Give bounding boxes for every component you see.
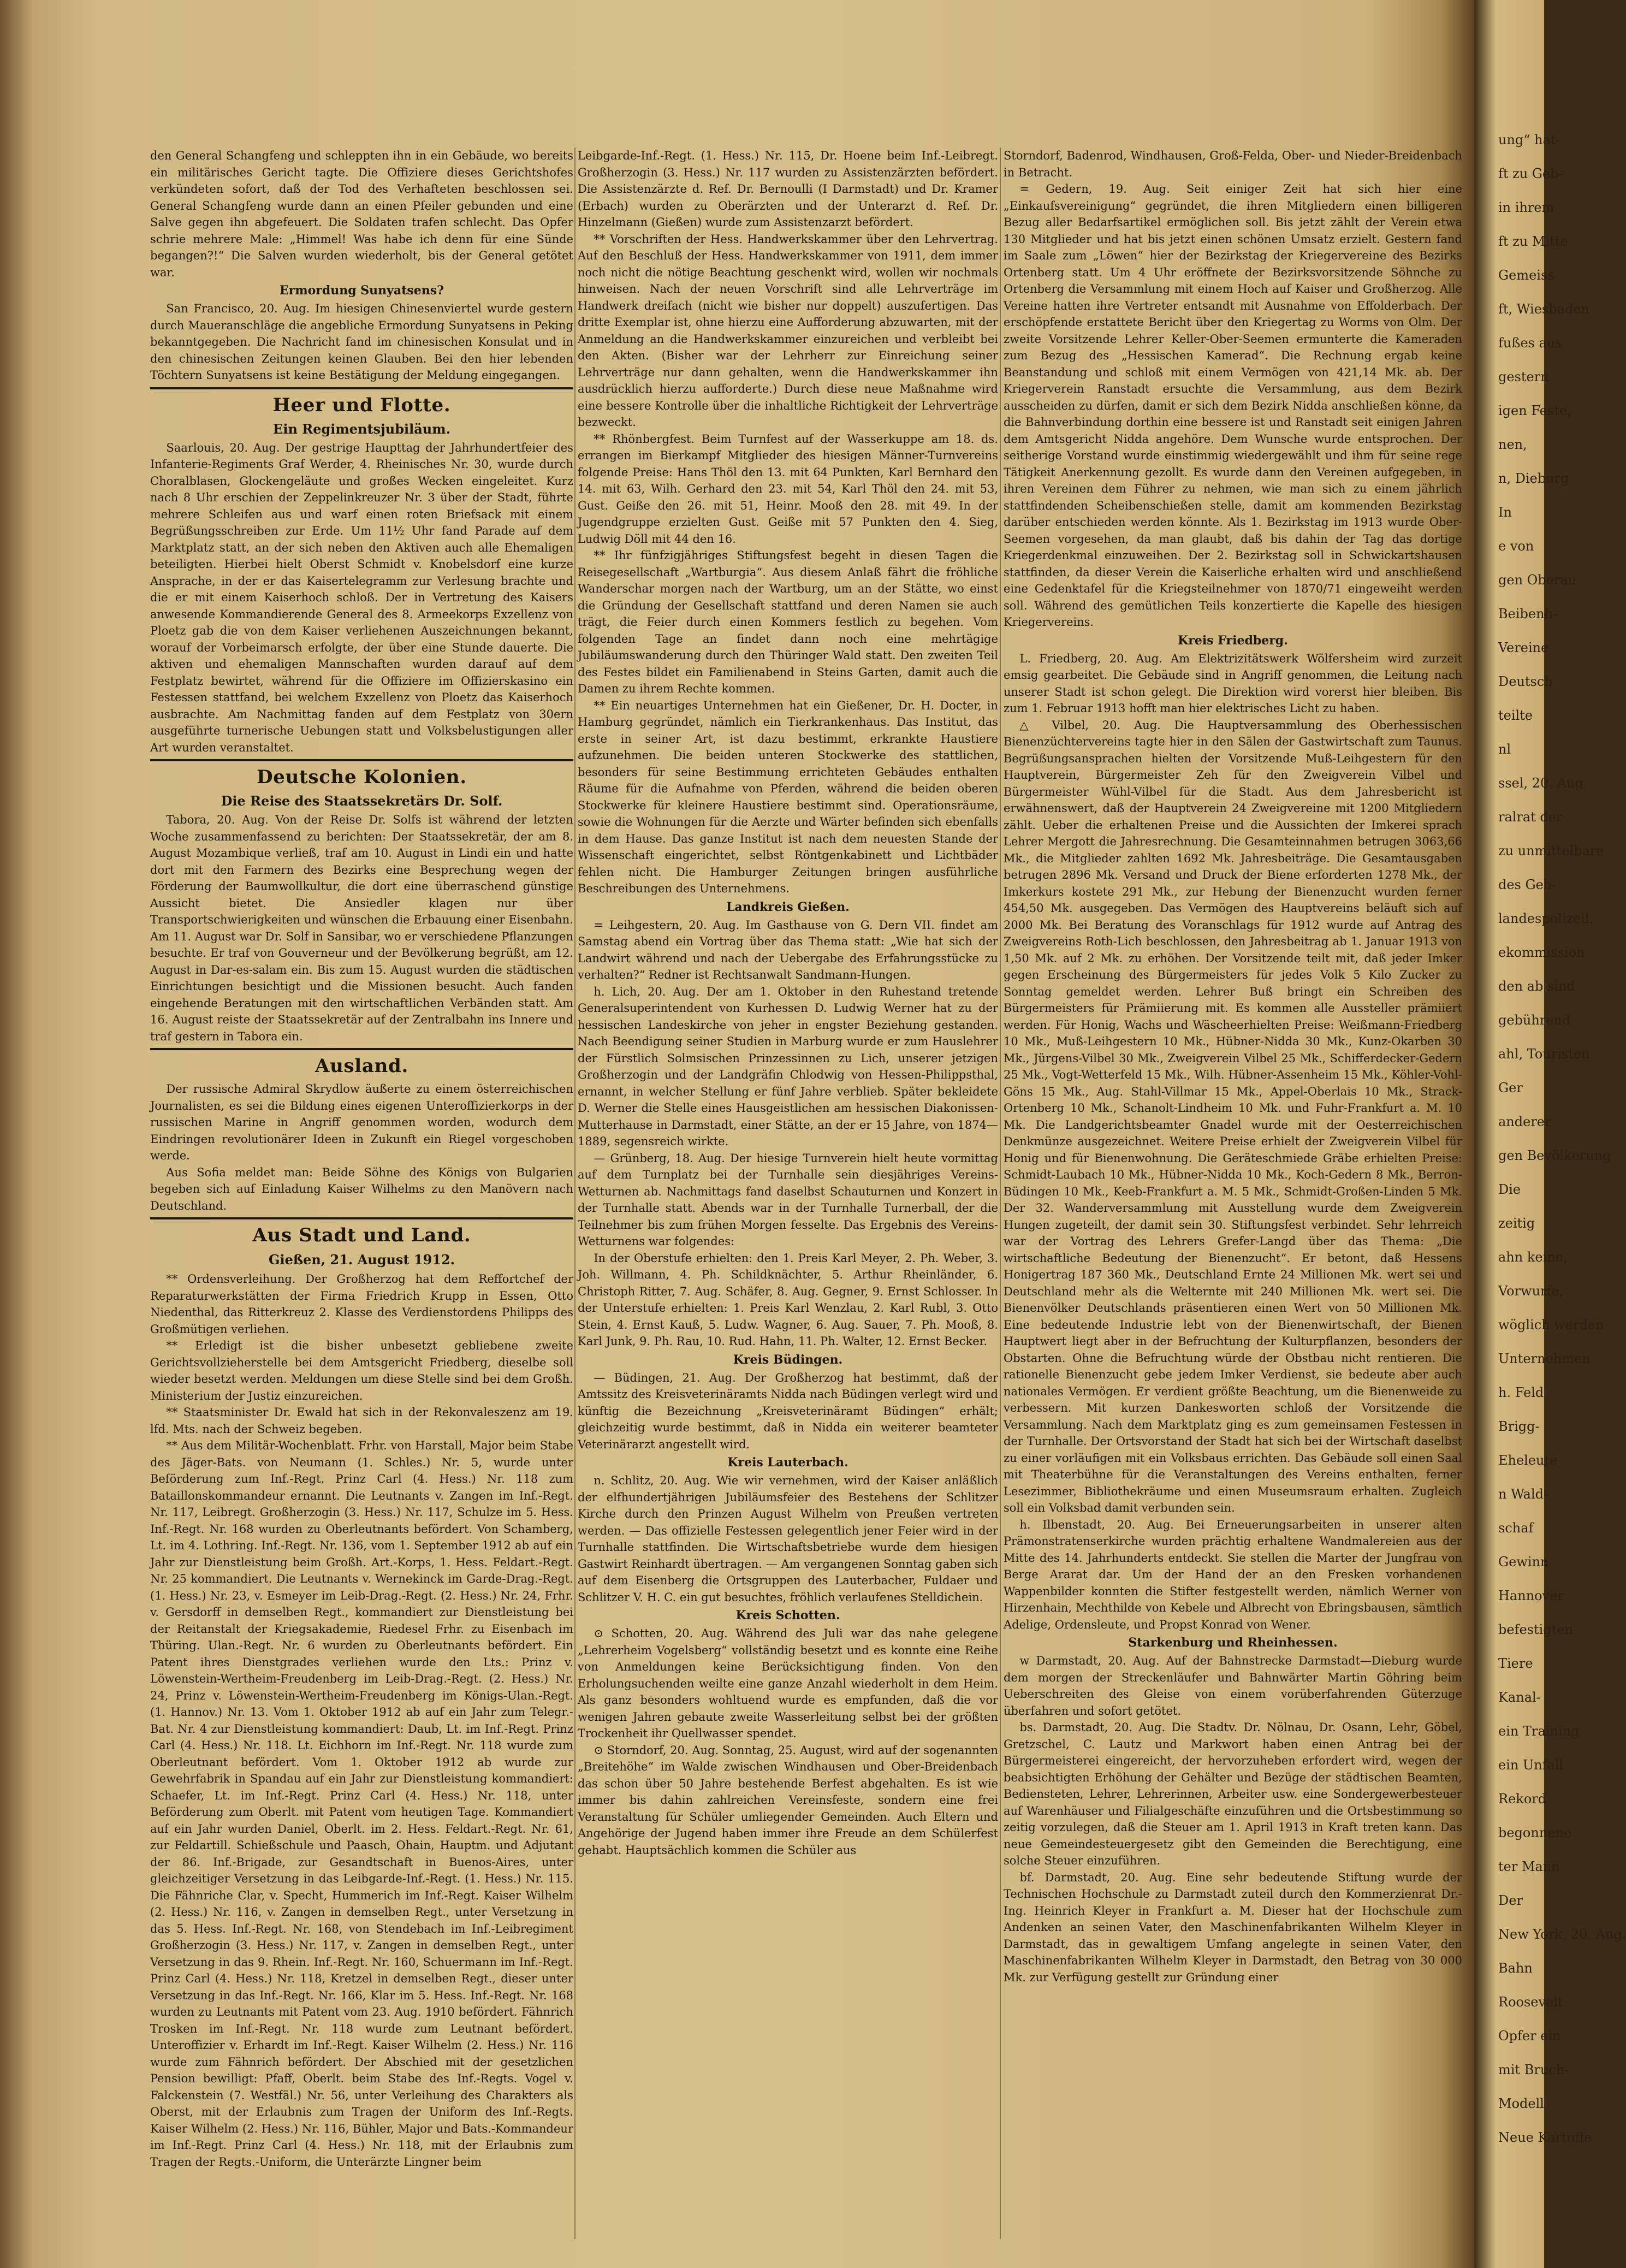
edge-text-fragment: Gewinn [1498, 1554, 1549, 1570]
article-paragraph: — Büdingen, 21. Aug. Der Großherzog hat bestimmt, daß der Amtssitz des Kreisveterinäramts Nidda nach Büdingen verlegt wird und künftig die Bezeichnung „Kreisveterinäramt Büdingen“ erhält; gleichzeitig wurde bestimmt, daß in Nidda ein weiterer beamteter Veterinärarzt angestellt wird. [578, 1371, 998, 1451]
edge-text-fragment: Kanal- [1498, 1690, 1541, 1705]
article-paragraph: n. Schlitz, 20. Aug. Wie wir vernehmen, wird der Kaiser anläßlich der elfhundertjährigen Jubiläumsfeier des Bestehens der Schlitzer Kirche durch den Prinzen August Wilhelm von Preußen vertreten werden. — Das offizielle Festessen gelegentlich jener Feier wird in der Turnhalle stattfinden. Die Wirtschaftsbetriebe wurde dem hiesigen Gastwirt Reinhardt übertragen. — Am vergangenen Sonntag gaben sich auf dem Eisenberg die Ortsgruppen des Lauterbacher, Fuldaer und Schlitzer V. H. C. ein gut besuchtes, fröhlich verlaufenes Stelldichein. [578, 1474, 998, 1604]
edge-text-fragment: des Geh- [1498, 877, 1557, 892]
edge-text-fragment: Unternehmen [1498, 1351, 1591, 1366]
edge-text-fragment: nl [1498, 742, 1511, 757]
edge-text-fragment: Die [1498, 1182, 1521, 1197]
edge-text-fragment: ahl, Touristen [1498, 1046, 1590, 1062]
column-3 [1004, 147, 1462, 2245]
article-paragraph: bf. Darmstadt, 20. Aug. Eine sehr bedeutende Stiftung wurde der Technischen Hochschule zu Darmstadt zuteil durch den Kommerzienrat Dr.-Ing. Heinrich Kleyer in Frankfurt a. M. Dieser hat der Hochschule zum Andenken an seinen Vater, den Maschinenfabrikanten Wilhelm Kleyer in Darmstadt, das in gewaltigem Umfang angelegte in seinen Vater, den Maschinenfabrikanten Wilhelm Kleyer in Darmstadt, den Betrag von 30 000 Mk. zur Verfügung gestellt zur Gründung einer [1004, 1870, 1462, 1984]
edge-text-fragment: Neue Kartoffe [1498, 2130, 1592, 2145]
edge-text-fragment: teilte [1498, 708, 1533, 723]
edge-text-fragment: ahn keine, [1498, 1250, 1568, 1265]
article-paragraph: Der russische Admiral Skrydlow äußerte zu einem österreichischen Journalisten, es sei die Bildung eines eigenen Unteroffizierkorps in der russischen Marine in Angriff genommen worden, wodurch dem Eindringen revolutionärer Ideen in Zukunft ein Riegel vorgeschoben werde. [150, 1082, 573, 1162]
edge-text-fragment: n, Dieburg [1498, 471, 1569, 486]
edge-text-fragment: Deutsch [1498, 674, 1553, 689]
edge-text-fragment: wöglich werden [1498, 1317, 1604, 1333]
column-1 [150, 147, 573, 2245]
article-paragraph: = Gedern, 19. Aug. Seit einiger Zeit hat sich hier eine „Einkaufsvereinigung“ gegründet, die ihren Mitgliedern einen billigeren Bezug aller Bedarfsartikel ermöglichen soll. Bis jetzt zählt der Verein etwa 130 Mitglieder und hat bis jetzt einen schönen Umsatz erzielt. Gestern fand im Saale zum „Löwen“ hier der Bezirkstag der Kriegervereine des Bezirks Ortenberg statt. Um 4 Uhr eröffnete der Bezirksvorsitzende Söhnche zu Ortenberg die Versammlung mit einem Hoch auf Kaiser und Großherzog. Alle Vereine hatten ihre Vertreter entsandt mit Ausnahme von Effolderbach. Der erschöpfende erstattete Bericht über den Kriegertag zu Worms von Olm. Der zweite Vorsitzende Lehrer Keller-Ober-Seemen ermunterte die Kameraden zum Bezug des „Hessischen Kamerad“. Die Rechnung ergab keine Beanstandung und schloß mit einem Vermögen von 421,14 Mk. ab. Der Kriegerverein Ranstadt ersuchte die Versammlung, aus dem Bezirk ausscheiden zu dürfen, damit er sich dem Bezirk Nidda anschließen könne, da die Bahnverbindung dorthin eine bessere ist und Ranstadt seit einigen Jahren dem Amtsgericht Nidda angehöre. Dem Wunsche wurde entsprochen. Der seitherige Vorstand wurde einstimmig wiedergewählt und ihm für seine rege Tätigkeit Anerkennung gezollt. Es wurde dann den Vereinen aufgegeben, in ihren Vereinen dem Führer zu nehmen, wie man sich zu einem jährlich stattfindenden Scheibenschießen stelle, damit am kommenden Bezirkstag darüber entschieden werden könnte. Als 1. Bezirkstag im 1913 wurde Ober-Seemen vorgesehen, da man glaubt, daß bis dahin der Tag das dortige Kriegerdenkmal einzuweihen. Der 2. Bezirkstag soll in Schwickartshausen stattfinden, da dieser Verein die Kaiserliche erhalten wird und anschließend eine Gedenktafel für die Kriegsteilnehmer von 1870/71 eingeweiht werden soll. Während des gemütlichen Teils konzertierte die Kapelle des hiesigen Kriegervereins. [1004, 182, 1462, 629]
edge-text-fragment: den ab sind [1498, 979, 1575, 994]
edge-text-fragment: igen Feste, [1498, 403, 1571, 418]
edge-text-fragment: ung“ hat- [1498, 132, 1560, 147]
edge-text-fragment: n Wald- [1498, 1487, 1548, 1502]
article-paragraph: San Francisco, 20. Aug. Im hiesigen Chinesenviertel wurde gestern durch Maueranschläge die angebliche Ermordung Sunyatsens in Peking bekanntgegeben. Die Nachricht fand im chinesischen Konsulat und in den chinesischen Zeitungen keinen Glauben. Bei den hier lebenden Töchtern Sunyatsens ist keine Bestätigung der Meldung eingegangen. [150, 302, 573, 382]
edge-text-fragment: gen Oberau [1498, 572, 1577, 588]
article-paragraph: ** Erledigt ist die bisher unbesetzt gebliebene zweite Gerichtsvollzieherstelle bei dem Amtsgericht Friedberg, dieselbe soll wieder besetzt werden. Meldungen um diese Stelle sind bei dem Großh. Ministerium der Justiz einzureichen. [150, 1339, 573, 1402]
edge-text-fragment: Hannover [1498, 1588, 1564, 1603]
section-heading: Ausland. [150, 1048, 573, 1080]
region-heading: Kreis Schotten. [735, 1608, 840, 1622]
article-paragraph: In der Oberstufe erhielten: den 1. Preis Karl Meyer, 2. Ph. Weber, 3. Joh. Willmann, 4. Ph. Schildknächter, 5. Arthur Rheinländer, 6. Christoph Ritter, 7. Aug. Schäfer, 8. Aug. Gegner, 9. Ernst Schlosser. In der Unterstufe erhielten: 1. Preis Karl Wenzlau, 2. Karl Rubl, 3. Otto Stein, 4. Ernst Kauß, 5. Ludw. Wagner, 6. Aug. Sauer, 7. Ph. Mooß, 8. Karl Junk, 9. Ph. Rau, 10. Rud. Hahn, 11. Ph. Walter, 12. Ernst Becker. [578, 1251, 998, 1348]
section-heading: Heer und Flotte. [150, 387, 573, 419]
region-heading: Ermordung Sunyatsens? [279, 283, 444, 298]
edge-text-fragment: ter Mann [1498, 1859, 1560, 1874]
article-paragraph: ** Aus dem Militär-Wochenblatt. Frhr. von Harstall, Major beim Stabe des Jäger-Bats. von Neumann (1. Schles.) Nr. 5, wurde unter Beförderung zum Inf.-Regt. Prinz Carl (4. Hess.) Nr. 118 zum Bataillonskommandeur ernannt. Die Leutnants v. Zangen im Inf.-Regt. Nr. 117, Leibregt. Großherzogin (3. Hess.) Nr. 117, Schulze im 5. Hess. Inf.-Regt. Nr. 168 wurden zu Oberleutnants befördert. Von Schamberg, Lt. im 4. Lothring. Inf.-Regt. Nr. 136, vom 1. September 1912 ab auf ein Jahr zur Dienstleistung beim Großh. Art.-Korps, 1. Hess. Feldart.-Regt. Nr. 25 kommandiert. Die Leutnants v. Wernekinck im Garde-Drag.-Regt. (1. Hess.) Nr. 23, v. Esmeyer im Leib-Drag.-Regt. (2. Hess.) Nr. 24, Frhr. v. Gersdorff in demselben Regt., kommandiert zur Dienstleistung bei der Reitanstalt der Kriegsakademie, Riedesel Frhr. zu Eisenbach im Thüring. Ulan.-Regt. Nr. 6 wurden zu Oberleutnants befördert. Ein Patent ihres Dienstgrades verliehen wurde den Lts.: Prinz v. Löwenstein-Wertheim-Freudenberg im Leib-Drag.-Regt. (2. Hess.) Nr. 24, Prinz v. Löwenstein-Wertheim-Freudenberg im Königs-Ulan.-Regt. (1. Hannov.) Nr. 13. Vom 1. Oktober 1912 ab auf ein Jahr zum Telegr.-Bat. Nr. 4 zur Dienstleistung kommandiert: Daub, Lt. im Inf.-Regt. Prinz Carl (4. Hess.) Nr. 118. Lt. Eichhorn im Inf.-Regt. Nr. 118 wurde zum Oberleutnant befördert. Vom 1. Oktober 1912 ab wurde zur Gewehrfabrik in Spandau auf ein Jahr zur Dienstleistung kommandiert: Schaefer, Lt. im Inf.-Regt. Prinz Carl (4. Hess.) Nr. 118, unter Beförderung zum Oberlt. mit Patent vom heutigen Tage. Kommandiert auf ein Jahr wurden Daniel, Oberlt. im 2. Hess. Feldart.-Regt. Nr. 61, zur Feldartill. Schießschule und Paasch, Ohain, Hauptm. und Adjutant der 86. Inf.-Brigade, zur Gesandtschaft in Buenos-Aires, unter gleichzeitiger Versetzung in das Leibgarde-Inf.-Regt. (1. Hess.) Nr. 115. Die Fähnriche Clar, v. Specht, Hummerich im Inf.-Regt. Kaiser Wilhelm (2. Hess.) Nr. 116, v. Zangen in demselben Regt., unter Versetzung in das 5. Hess. Inf.-Regt. Nr. 168, von Stendebach im Inf.-Leibregiment Großherzogin (3. Hess.) Nr. 117, v. Zangen in demselben Regt., unter Versetzung in das 9. Rhein. Inf.-Regt. Nr. 160, Schuermann im Inf.-Regt. Prinz Carl (4. Hess.) Nr. 118, Kretzel in demselben Regt., dieser unter Versetzung in das Inf.-Regt. Nr. 166, Klar im 5. Hess. Inf.-Regt. Nr. 168 wurden zu Leutnants mit Patent vom 23. Aug. 1910 befördert. Fähnrich Trosken im Inf.-Regt. Nr. 118 wurde zum Leutnant befördert. Unteroffizier v. Erhardt im Inf.-Regt. Kaiser Wilhelm (2. Hess.) Nr. 116 wurde zum Fähnrich befördert. Der Abschied mit der gesetzlichen Pension bewilligt: Pfaff, Oberlt. beim Stabe des Inf.-Regts. Vogel v. Falckenstein (7. Westfäl.) Nr. 56, unter Verleihung des Charakters als Oberst, mit der Erlaubnis zum Tragen der Uniform des Inf.-Regts. Kaiser Wilhelm (2. Hess.) Nr. 116, Bühler, Major und Bats.-Kommandeur im Inf.-Regt. Prinz Carl (4. Hess.) Nr. 118, mit der Erlaubnis zum Tragen der Regts.-Uniform, die Unterärzte Lingner beim [150, 1439, 573, 2169]
section-heading: Aus Stadt und Land. [150, 1217, 573, 1249]
edge-text-fragment: zu unmittelbare [1498, 843, 1604, 858]
article-paragraph: w Darmstadt, 20. Aug. Auf der Bahnstrecke Darmstadt—Dieburg wurde dem morgen der Streckenläufer und Bahnwärter Martin Göhring beim Ueberschreiten des Gleise von einem vorüberfahrenden Güterzuge überfahren und sofort getötet. [1004, 1654, 1462, 1718]
edge-text-fragment: Opfer ein [1498, 2028, 1561, 2044]
edge-text-fragment: schaf [1498, 1520, 1534, 1536]
edge-text-fragment: Beibenh- [1498, 606, 1558, 621]
edge-text-fragment: ft, Wiesbaden [1498, 301, 1589, 317]
edge-text-fragment: fußes aus [1498, 335, 1562, 351]
edge-text-fragment: mit Bruch- [1498, 2062, 1569, 2077]
edge-text-fragment: ralrat der [1498, 809, 1563, 825]
edge-text-fragment: landespolizeil. [1498, 911, 1594, 926]
article-paragraph: L. Friedberg, 20. Aug. Am Elektrizitätswerk Wölfersheim wird zurzeit emsig gearbeitet. Die Gebäude sind in Angriff genommen, die Leitung nach unserer Stadt ist schon gelegt. Die Direktion wird vorerst hier bleiben. Bis zum 1. Februar 1913 hofft man hier elektrisches Licht zu haben. [1004, 652, 1462, 715]
article-paragraph: Saarlouis, 20. Aug. Der gestrige Haupttag der Jahrhundertfeier des Infanterie-Regiments Graf Werder, 4. Rheinisches Nr. 30, wurde durch Choralblasen, Glockengeläute und großes Wecken eingeleitet. Kurz nach 8 Uhr erschien der Zeppelinkreuzer Nr. 3 über der Stadt, führte mehrere Schleifen aus und warf einen roten Briefsack mit einem Begrüßungsschreiben zur Erde. Um 11½ Uhr fand Parade auf dem Marktplatz statt, an der sich neben den Aktiven auch alle Ehemaligen beteiligten. Hierbei hielt Oberst Schmidt v. Knobelsdorf eine kurze Ansprache, in der er das Kaisertelegramm zur Verlesung brachte und die er mit einem Kaiserhoch schloß. Der in Vertretung des Kaisers anwesende Kommandierende General des 8. Armeekorps Exzellenz von Ploetz gab die von dem Kaiser verliehenen Auszeichnungen bekannt, worauf der Vorbeimarsch erfolgte, der über eine Stunde dauerte. Die aktiven und ehemaligen Mannschaften wurden darauf auf dem Festplatz bewirtet, während für die Offiziere im Offizierskasino ein Festessen stattfand, bei welchem Exzellenz von Ploetz das Kaiserhoch ausbrachte. Am Nachmittag fanden auf dem Festplatz von 30ern ausgeführte turnerische Uebungen statt und Volksbelustigungen aller Art wurden veranstaltet. [150, 441, 573, 754]
column-divider [1000, 147, 1001, 2239]
edge-text-fragment: Ger [1498, 1080, 1523, 1095]
edge-text-fragment: befestigten [1498, 1622, 1573, 1637]
column-divider [574, 147, 575, 2239]
column-2 [578, 147, 998, 2245]
edge-text-fragment: Vorwurfe, [1498, 1283, 1564, 1299]
edge-text-fragment: anderer [1498, 1114, 1551, 1129]
region-heading: Landkreis Gießen. [726, 899, 850, 914]
edge-text-fragment: Gemeiss [1498, 268, 1554, 283]
edge-text-fragment: h. Feld [1498, 1385, 1544, 1400]
edge-text-fragment: ft zu Mitte [1498, 234, 1568, 249]
edge-text-fragment: Eheleute [1498, 1453, 1558, 1468]
article-paragraph: ⊙ Schotten, 20. Aug. Während des Juli war das nahe gelegene „Lehrerheim Vogelsberg“ vollständig besetzt und es konnte eine Reihe von Anmeldungen keine Berücksichtigung finden. Von den Erholungsuchenden weilte eine ganze Anzahl wiederholt in dem Heim. Als ganz besonders wohltuend wurde es empfunden, daß die vor wenigen Jahren gebaute zweite Wasserleitung selbst bei der größten Trockenheit ihr Quellwasser spendet. [578, 1627, 998, 1740]
article-paragraph: bs. Darmstadt, 20. Aug. Die Stadtv. Dr. Nölnau, Dr. Osann, Lehr, Göbel, Gretzschel, C. Lautz und Markwort haben einen Antrag bei der Bürgermeisterei eingereicht, der hervorzuheben erfordert wird, wegen der beabsichtigten Erhöhung der Gehälter und Bezüge der städtischen Beamten, Bediensteten, Lehrer, Lehrerinnen, Arbeiter usw. eine Sondergewerbesteuer auf Warenhäuser und Filialgeschäfte einzuführen und die Ortsbestimmung so zeitig vorzulegen, daß die Steuer am 1. April 1913 in Kraft treten kann. Das neue Gemeindesteuergesetz gibt den Gemeinden die Berechtigung, eine solche Steuer einzuführen. [1004, 1721, 1462, 1867]
edge-text-fragment: gebührend [1498, 1012, 1571, 1028]
edge-text-fragment: ssel, 20. Aug. [1498, 775, 1588, 791]
article-paragraph: ** Rhönbergfest. Beim Turnfest auf der Wasserkuppe am 18. ds. errangen im Bierkampf Mitglieder des hiesigen Männer-Turnvereins folgende Preise: Hans Thöl den 13. mit 64 Punkten, Karl Bernhard den 14. mit 63, Wilh. Gerhard den 23. mit 54, Karl Thöl den 24. mit 53, Gust. Geiße den 26. mit 51, Heinr. Mooß den 28. mit 49. In der Jugendgruppe erzielten Gust. Geiße mit 57 Punkten den 4. Sieg, Ludwig Döll mit 44 den 16. [578, 432, 998, 546]
region-heading: Kreis Büdingen. [733, 1352, 843, 1367]
edge-text-fragment: ekommission [1498, 945, 1585, 960]
edge-text-fragment: Bahn [1498, 1961, 1533, 1976]
article-paragraph: ** Ordensverleihung. Der Großherzog hat dem Reffortchef der Reparaturwerkstätten der Firma Friedrich Krupp in Essen, Otto Niedenthal, das Ritterkreuz 2. Klasse des Verdienstordens Philipps des Großmütigen verliehen. [150, 1272, 573, 1336]
edge-text-fragment: gen Bevölkerung [1498, 1148, 1611, 1163]
article-paragraph: △ Vilbel, 20. Aug. Die Hauptversammlung des Oberhessischen Bienenzüchtervereins tagte hier in den Sälen der Gastwirtschaft zum Taunus. Begrüßungsansprachen hielten der Vorsitzende Muß-Leihgestern für den Hauptverein, Bürgermeister Zeh für den Zweigverein Vilbel und Bürgermeister Wühl-Vilbel für die Stadt. Aus dem Jahresbericht ist erwähnenswert, daß der Hauptverein 24 Zweigvereine mit 1200 Mitgliedern zählt. Ueber die erhaltenen Preise und die Aussichten der Imkerei sprach Lehrer Mergott die Jahresrechnung. Die Gesamteinnahmen betrugen 3063,66 Mk., die Mitglieder zahlten 1692 Mk. Jahresbeiträge. Die Gesamtausgaben betrugen 2896 Mk. Versand und Druck der Biene erforderten 1278 Mk., der Imkerkurs kostete 291 Mk., zur Hebung der Bienenzucht wurden ferner 454,50 Mk. ausgegeben. Das Vermögen des Hauptvereins beläuft sich auf 2000 Mk. Bei Beratung des Voranschlags für 1912 wurde auf Antrag des Zweigvereins Roth-Lich beschlossen, den Jahresbeitrag ab 1. Januar 1913 von 1,50 Mk. auf 2 Mk. zu erhöhen. Der Vorsitzende teilt mit, daß jeder Imker gegen Erscheinung des Bürgermeisters für jedes Volk 5 Kilo Zucker zu Sonntag gemeldet werden. Lehrer Buß bringt ein Schreiben des Bürgermeisters für Prämiierung mit. Es kommen alle Aussteller prämiiert werden. Für Honig, Wachs und Wäscheerhielten Preise: Weißmann-Friedberg 10 Mk., Muß-Leihgestern 10 Mk., Hübner-Nidda 30 Mk., Kunz-Okarben 30 Mk., Jürgens-Vilbel 30 Mk., Zweigverein Vilbel 25 Mk., Schifferdecker-Gedern 25 Mk., Vogt-Wetterfeld 15 Mk., Wilh. Hübner-Assenheim 15 Mk., Köhler-Vohl-Göns 15 Mk., Aug. Stahl-Villmar 15 Mk., Appel-Oberlais 10 Mk., Strack-Ortenberg 10 Mk., Schanolt-Lindheim 10 Mk. und Fuhr-Frankfurt a. M. 10 Mk. Die Landgerichtsbeamter Gnadel wurde mit der Oesterreichischen Denkmünze ausgezeichnet. Weitere Preise erhielt der Zweigverein Vilbel für Honig und für Bienenwohnung. Die Geräteschmiede Gräbe erhielten Preise: Schmidt-Laubach 10 Mk., Hübner-Nidda 10 Mk., Koch-Gedern 8 Mk., Berron-Büdingen 10 Mk., Keeb-Frankfurt a. M. 5 Mk., Schmidt-Großen-Linden 5 Mk. Der 32. Wanderversammlung mit Ausstellung wurde dem Zweigverein Hungen zugeteilt, der damit sein 30. Stiftungsfest verbindet. Sehr lehrreich war der Vortrag des Lehrers Grefer-Langd über das Thema: „Die wirtschaftliche Bedeutung der Bienenzucht“. Er betont, daß Hessens Honigertrag 187 360 Mk., Deutschland Ernte 24 Millionen Mk. wert sei und Deutschland mehr als die Welternte mit 240 Millionen Mk. wert sei. Die Bienenvölker Deutschlands präsentieren einen Wert von 50 Millionen Mk. Eine bedeutende Industrie lebt von der Bienenwirtschaft, der Bienen Hauptwert liegt aber in der Befruchtung der Kulturpflanzen, besonders der Obstarten. Ohne die Befruchtung würde der Obstbau nicht rentieren. Die rationelle Bienenzucht gebe jedem Imker Verdienst, sie bedeute aber auch nationales Vermögen. Er verdient größte Beachtung, um die Bienenweide zu verbessern. Mit kurzen Dankesworten schloß der Vorsitzende die Versammlung. Nach dem Marktplatz ging es zum gemeinsamen Festessen in der Turnhalle. Der Ortsvorstand der Stadt hat sich bei der Wirtschaft daselbst zu einer vorläufigen mit ein Volksbaus errichten. Das Gebäude soll einen Saal mit Theaterbühne für die Veranstaltungen des Vereins enthalten, ferner Lesezimmer, Bibliothekräume und einen Museumsraum erhalten. Zugleich soll ein Volksbad damit verbunden sein. [1004, 718, 1462, 1514]
section-heading: Deutsche Kolonien. [150, 759, 573, 791]
article-paragraph: ⊙ Storndorf, 20. Aug. Sonntag, 25. August, wird auf der sogenannten „Breitehöhe“ im Walde zwischen Windhausen und Ober-Breidenbach das schon über 50 Jahre bestehende Berfest abgehalten. Es ist wie immer bis dahin zahlreichen Vereinsfeste, sondern eine frei Veranstaltung für Schüler umliegender Gemeinden. Auch Eltern und Angehörige der Jugend haben immer ihre Freude an dem Schülerfest gehabt. Hauptsächlich kommen die Schüler aus [578, 1743, 998, 1857]
adjacent-page-edge [1474, 0, 1626, 2268]
article-paragraph: ** Vorschriften der Hess. Handwerkskammer über den Lehrvertrag. Auf den Beschluß der Hess. Handwerkskammer von 1911, dem immer noch nicht die nötige Beachtung geschenkt wird, wollen wir nochmals hinweisen. Nach der neuen Vorschrift sind alle Lehrverträge im Handwerk dreifach (nicht wie bisher nur doppelt) auszufertigen. Das dritte Exemplar ist, ohne hierzu eine Aufforderung abzuwarten, mit der Anmeldung an die Handwerkskammer einzureichen und verbleibt bei den Akten. (Bisher war der Lehrherr zur Einreichung seiner Lehrverträge nur dann gehalten, wenn die Handwerkskammer ihn ausdrücklich hierzu aufforderte.) Durch diese neue Maßnahme wird eine bessere Kontrolle über die inhaltliche Richtigkeit der Lehrverträge bezweckt. [578, 232, 998, 429]
region-heading: Kreis Friedberg. [1178, 633, 1288, 648]
article-paragraph: = Leihgestern, 20. Aug. Im Gasthause von G. Dern VII. findet am Samstag abend ein Vortrag über das Thema statt: „Wie hat sich der Landwirt während und nach der Uebergabe des Erfahrungsstücke zu verhalten?“ Redner ist Rechtsanwalt Sandmann-Hungen. [578, 918, 998, 981]
article-paragraph: h. Lich, 20. Aug. Der am 1. Oktober in den Ruhestand tretende Generalsuperintendent von Kurhessen D. Ludwig Werner hat zu der hessischen Landeskirche von jeher in engster Beziehung gestanden. Nach Beendigung seiner Studien in Marburg wurde er zum Hauslehrer der Fürstlich Solmsischen Prinzessinnen zu Lich, unserer jetzigen Großherzogin und der Landgräfin Chlodwig von Hessen-Philippsthal, ernannt, in welcher Stellung er fünf Jahre verblieb. Später bekleidete D. Werner die Stelle eines Hausgeistlichen am hessischen Diakonissen-Mutterhause in Darmstadt, einer Stätte, an der er 15 Jahre, von 1874—1889, segensreich wirkte. [578, 985, 998, 1148]
article-paragraph: Tabora, 20. Aug. Von der Reise Dr. Solfs ist während der letzten Woche zusammenfassend zu berichten: Der Staatssekretär, der am 8. August Mozambique verließ, traf am 10. August in Lindi ein und hatte dort mit den Farmern des Bezirks eine Besprechung wegen der Förderung der Baumwollkultur, die dort eine überraschend günstige Aussicht bietet. Die Ansiedler klagen nur über Transportschwierigkeiten und wünschen die Erbauung einer Eisenbahn. Am 11. August war Dr. Solf in Sansibar, wo er verschiedene Pflanzungen besuchte. Er traf von Gouverneur und der Bevölkerung begrüßt, am 12. August in Dar-es-salam ein. Bis zum 15. August wurden die städtischen Einrichtungen besichtigt und die Missionen besucht. Auch fanden eingehende Beratungen mit den wirtschaftlichen Verbänden statt. Am 16. August reiste der Staatssekretär auf der Zentralbahn ins Innere und traf gestern in Tabora ein. [150, 813, 573, 1043]
article-paragraph: Leibgarde-Inf.-Regt. (1. Hess.) Nr. 115, Dr. Hoene beim Inf.-Leibregt. Großherzogin (3. Hess.) Nr. 117 wurden zu Assistenzärzten befördert. Die Assistenzärzte d. Ref. Dr. Bernoulli (I Darmstadt) und Dr. Kramer (Erbach) wurden zu Oberärzten und der Unterarzt d. Ref. Dr. Hinzelmann (Gießen) wurde zum Assistenzarzt befördert. [578, 149, 998, 229]
edge-text-fragment: New York, 20. Aug. [1498, 1927, 1626, 1942]
article-paragraph: h. Ilbenstadt, 20. Aug. Bei Erneuerungsarbeiten in unserer alten Prämonstratenserkirche wurden prächtig erhaltene Wandmalereien aus der Mitte des 14. Jahrhunderts entdeckt. Sie stellen die Marter der Jungfrau von Berge Ararat dar. Um der Hand der an den Fresken vorhandenen Wappenbilder konnten die Stifter festgestellt werden, nämlich Werner von Hirzenhain, Mechthilde von Kebele und Albrecht von Ebringsbausen, sämtlich Adelige, Ordensleute, und Propst Konrad von Wener. [1004, 1518, 1462, 1631]
article-paragraph: ** Ihr fünfzigjähriges Stiftungsfest begeht in diesen Tagen die Reisegesellschaft „Wartburgia“. Aus diesem Anlaß fährt die fröhliche Wanderschar morgen nach der Wartburg, um an der Stätte, wo einst die Gründung der Gesellschaft stattfand und deren Namen sie auch trägt, die Feier durch einen Kommers festlich zu begehen. Vom folgenden Tage an findet dann noch eine mehrtägige Jubiläumswanderung durch den Thüringer Wald statt. Den zweiten Teil des Festes bildet ein Familienabend in Steins Garten, damit auch die Damen zu ihrem Rechte kommen. [578, 549, 998, 695]
article-paragraph: Aus Sofia meldet man: Beide Söhne des Königs von Bulgarien begeben sich auf Einladung Kaiser Wilhelms zu den Manövern nach Deutschland. [150, 1165, 573, 1212]
region-heading: Kreis Lauterbach. [727, 1455, 848, 1470]
edge-text-fragment: ein Unfall [1498, 1757, 1564, 1773]
edge-text-fragment: ft zu Geb- [1498, 166, 1563, 181]
article-paragraph: den General Schangfeng und schleppten ihn in ein Gebäude, wo bereits ein militärisches Gericht tagte. Die Offiziere dieses Gerichtshofes verkündeten sofort, daß der Tod des Verhafteten beschlossen sei. General Schangfeng wurde dann an einen Pfeiler gebunden und eine Salve gegen ihn abgefeuert. Die Soldaten trafen schlecht. Das Opfer schrie mehrere Male: „Himmel! Was habe ich denn für eine Sünde begangen?!“ Die Salven wurden wiederholt, bis der General getötet war. [150, 149, 573, 279]
edge-text-fragment: gestern [1498, 369, 1549, 384]
article-paragraph: ** Staatsminister Dr. Ewald hat sich in der Rekonvaleszenz am 19. lfd. Mts. nach der Schweiz begeben. [150, 1406, 573, 1436]
edge-text-fragment: Brigg- [1498, 1419, 1540, 1434]
article-paragraph: Storndorf, Badenrod, Windhausen, Groß-Felda, Ober- und Nieder-Breidenbach in Betracht. [1004, 149, 1462, 179]
article-paragraph: — Grünberg, 18. Aug. Der hiesige Turnverein hielt heute vormittag auf dem Turnplatz bei der Turnhalle sein diesjähriges Vereins-Wetturnen ab. Nachmittags fand daselbst Schauturnen und Konzert in der Turnhalle statt. Abends war in der Turnhalle Turnerball, der die Teilnehmer bis zum frühen Morgen fesselte. Das Ergebnis des Vereins-Wetturnens war folgendes: [578, 1151, 998, 1248]
region-heading: Starkenburg und Rheinhessen. [1128, 1636, 1338, 1650]
edge-text-fragment: Modell [1498, 2096, 1544, 2111]
edge-text-fragment: e von [1498, 538, 1534, 554]
article-paragraph: ** Ein neuartiges Unternehmen hat ein Gießener, Dr. H. Docter, in Hamburg gegründet, nämlich ein Tierkrankenhaus. Das Institut, das erste in seiner Art, ist dazu bestimmt, erkrankte Haustiere aufzunehmen. Die beiden unteren Stockwerke des stattlichen, besonders für seine Bestimmung errichteten Gebäudes enthalten Räume für die Aufnahme von Pferden, während die beiden oberen Stockwerke für kleinere Haustiere bestimmt sind. Operationsräume, sowie die Wohnungen für die Aerzte und Wärter befinden sich ebenfalls in dem Hause. Das ganze Institut ist nach dem neuesten Stande der Wissenschaft eingerichtet, selbst Röntgenkabinett und Lichtbäder fehlen nicht. Die Hamburger Zeitungen bringen ausführliche Beschreibungen des Unternehmens. [578, 698, 998, 895]
edge-text-fragment: in ihrem [1498, 200, 1554, 215]
edge-text-fragment: Vereine [1498, 640, 1549, 655]
edge-text-fragment: Roosevelt [1498, 1994, 1563, 2010]
dateline: Gießen, 21. August 1912. [268, 1252, 455, 1268]
edge-text-fragment: Tiere [1498, 1656, 1533, 1671]
edge-text-fragment: nen, [1498, 437, 1527, 452]
edge-text-fragment: zeitig [1498, 1216, 1535, 1231]
edge-text-fragment: Der [1498, 1893, 1523, 1908]
edge-text-fragment: Rekord [1498, 1791, 1547, 1807]
edge-text-fragment: begonnene [1498, 1825, 1572, 1840]
edge-text-fragment: In [1498, 505, 1512, 520]
sub-heading: Ein Regimentsjubiläum. [273, 421, 450, 437]
edge-text-fragment: ein Training [1498, 1724, 1580, 1739]
sub-heading: Die Reise des Staatssekretärs Dr. Solf. [221, 793, 503, 809]
